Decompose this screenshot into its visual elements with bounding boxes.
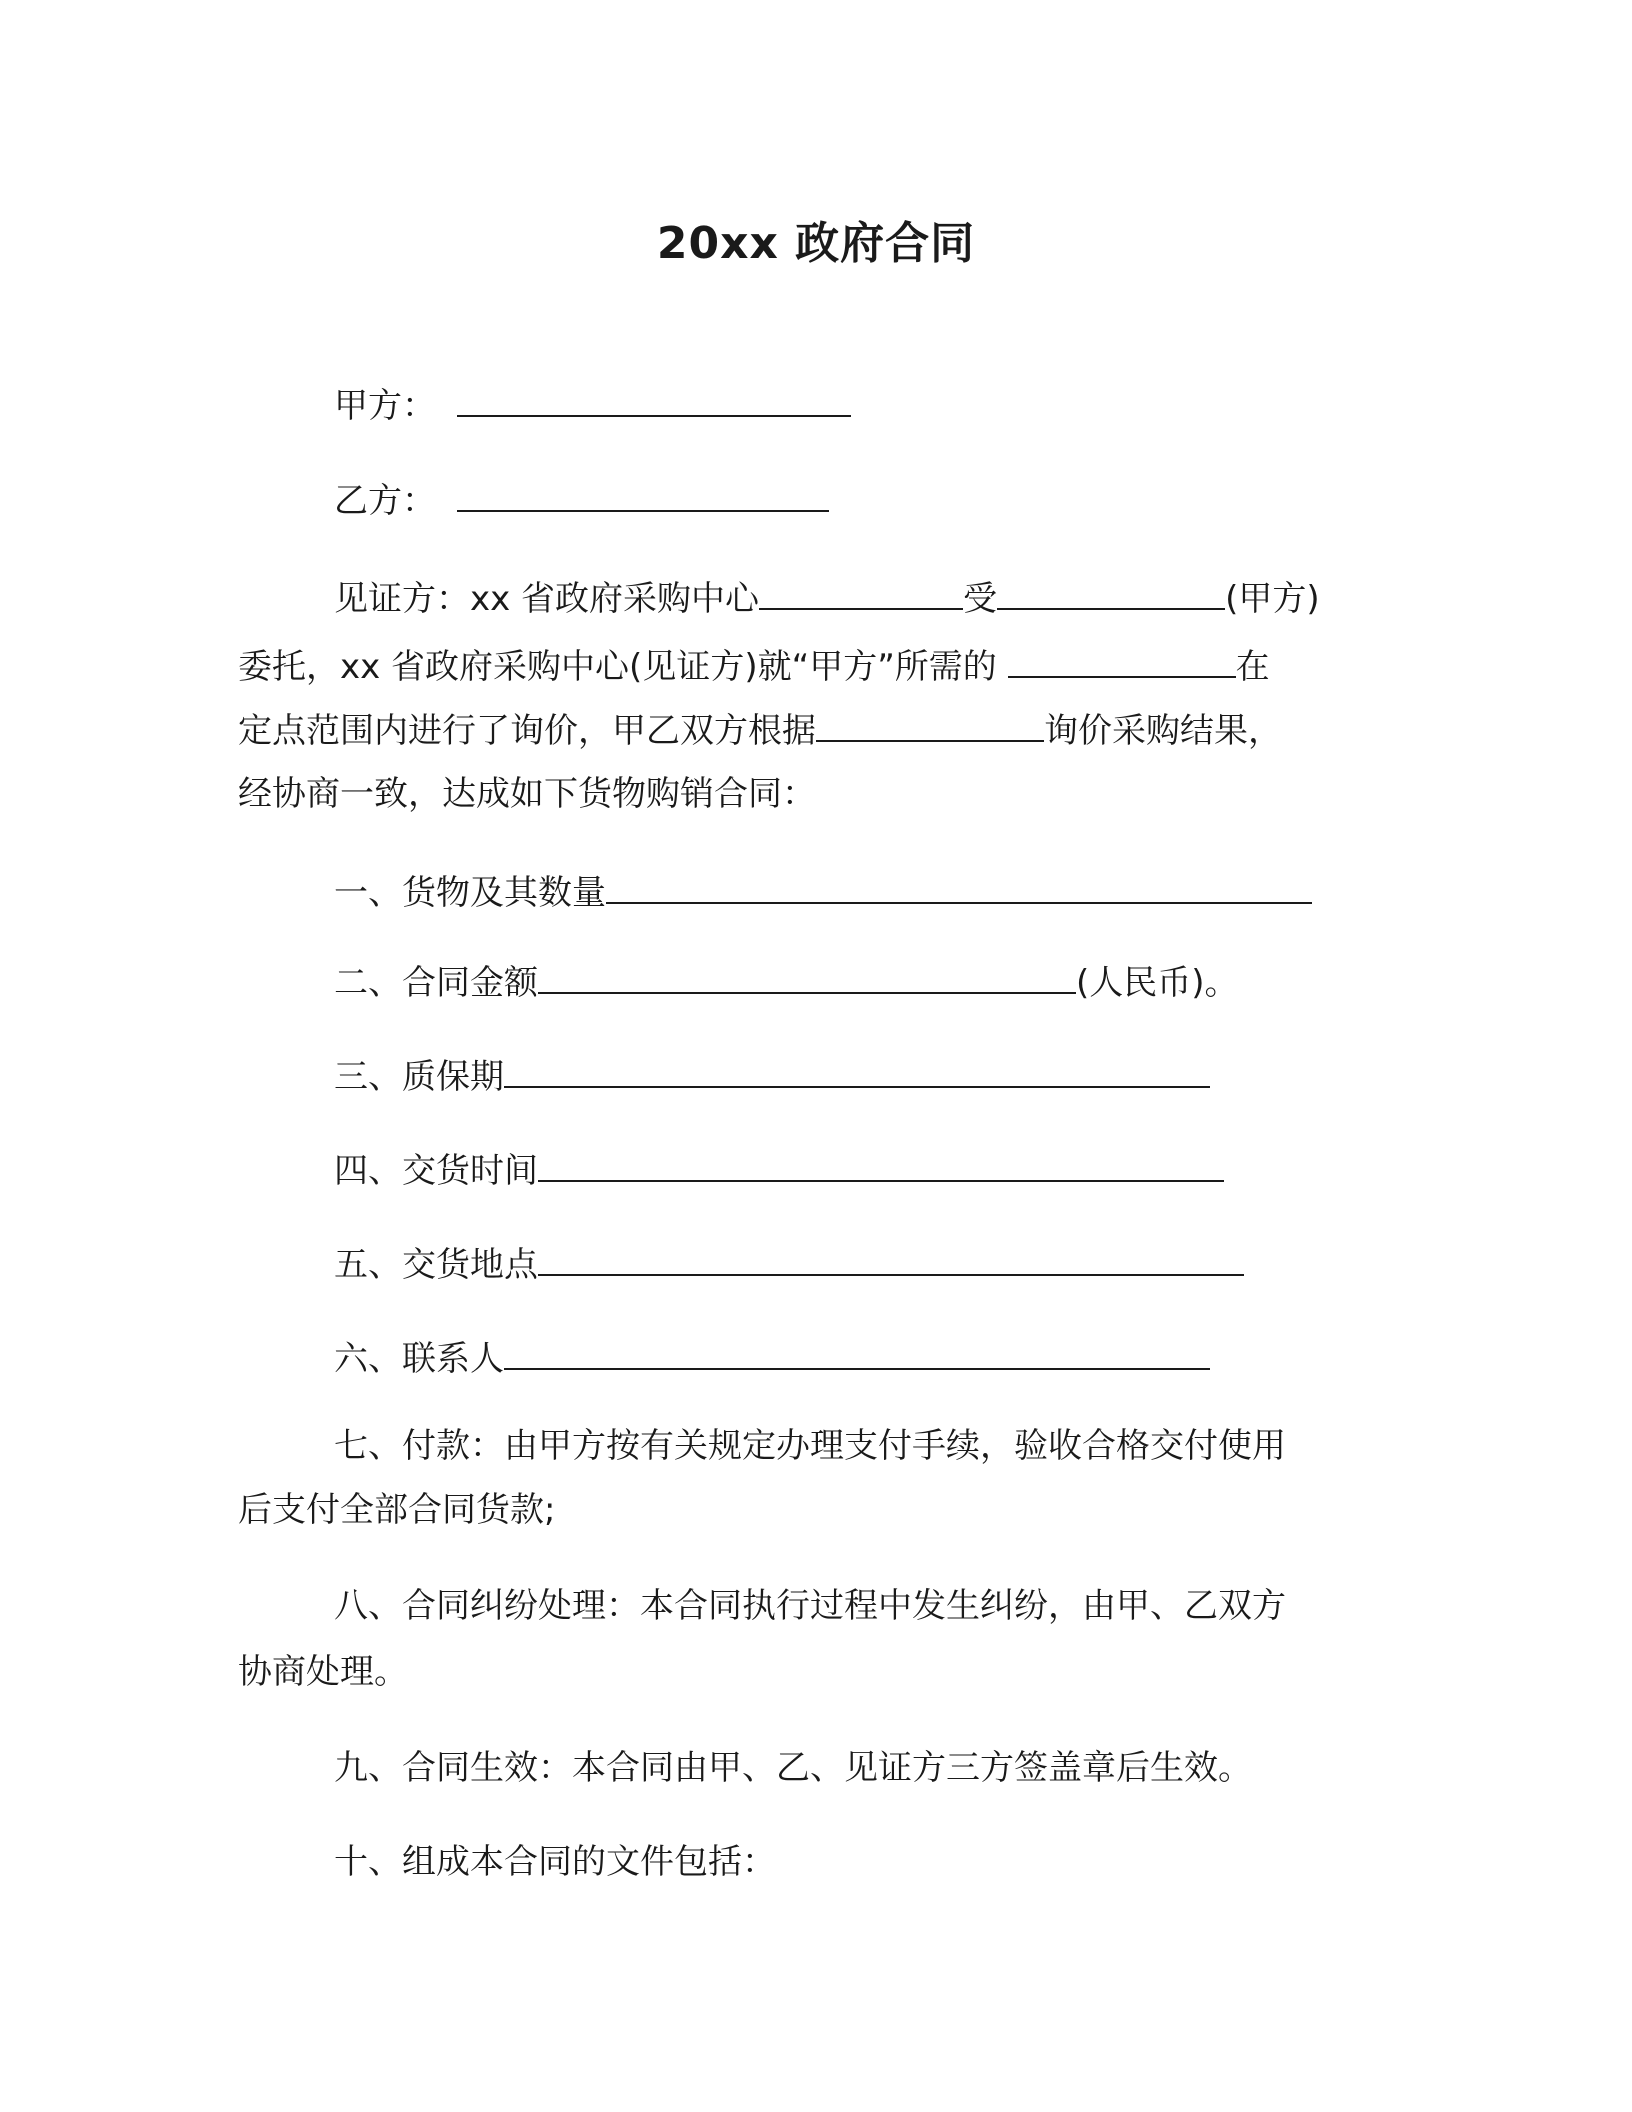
party-b-label: 乙方： (334, 481, 436, 521)
party-b-blank (457, 480, 829, 512)
clause-8-line-1 (334, 1586, 1286, 1627)
witness-line-2 (238, 646, 1270, 688)
clause-3-label: 三、质保期 (334, 1057, 504, 1097)
witness-blank-3 (1008, 646, 1236, 678)
clause-2-blank (538, 962, 1076, 994)
witness-blank-2 (997, 578, 1225, 610)
clause-8-text-1: 八、合同纠纷处理：本合同执行过程中发生纠纷，由甲、乙双方 (334, 1586, 1286, 1626)
party-a-line (334, 385, 851, 427)
clause-1-label: 一、货物及其数量 (334, 873, 606, 913)
witness-text-3b: 询价采购结果， (1044, 711, 1282, 751)
clause-10-text: 十、组成本合同的文件包括： (334, 1842, 776, 1882)
clause-5-label: 五、交货地点 (334, 1245, 538, 1285)
clause-6-label: 六、联系人 (334, 1339, 504, 1379)
witness-text-1c: (甲方) (1225, 579, 1320, 619)
clause-4-label: 四、交货时间 (334, 1151, 538, 1191)
clause-2-suffix: (人民币)。 (1076, 963, 1239, 1003)
witness-line-3 (238, 710, 1282, 752)
clause-3-blank (504, 1056, 1210, 1088)
clause-4 (334, 1150, 1224, 1192)
clause-1 (334, 872, 1312, 914)
witness-text-2a: 委托，xx 省政府采购中心(见证方)就“甲方”所需的 (238, 647, 997, 687)
party-a-blank (457, 385, 851, 417)
clause-5-blank (538, 1244, 1244, 1276)
clause-7-line-1 (334, 1426, 1286, 1467)
witness-text-4: 经协商一致，达成如下货物购销合同： (238, 774, 816, 814)
witness-blank-4 (816, 710, 1044, 742)
clause-6-blank (504, 1338, 1210, 1370)
clause-1-blank (606, 872, 1312, 904)
witness-text-3a: 定点范围内进行了询价，甲乙双方根据 (238, 711, 816, 751)
clause-2 (334, 962, 1239, 1004)
clause-6 (334, 1338, 1210, 1380)
clause-8-text-2: 协商处理。 (238, 1652, 408, 1692)
clause-7-text-2: 后支付全部合同货款; (238, 1490, 556, 1530)
witness-text-2b: 在 (1235, 647, 1270, 687)
clause-7-text-1: 七、付款：由甲方按有关规定办理支付手续，验收合格交付使用 (334, 1426, 1286, 1466)
clause-8-line-2 (238, 1652, 408, 1693)
clause-10 (334, 1842, 776, 1883)
clause-7-line-2 (238, 1490, 555, 1531)
witness-text-1b: 受 (963, 579, 998, 619)
witness-text-1a: 见证方：xx 省政府采购中心 (334, 579, 760, 619)
clause-4-blank (538, 1150, 1224, 1182)
party-a-label: 甲方： (334, 386, 436, 426)
clause-5 (334, 1244, 1244, 1286)
party-b-line (334, 480, 829, 522)
clause-9 (334, 1748, 1252, 1789)
clause-9-text: 九、合同生效：本合同由甲、乙、见证方三方签盖章后生效。 (334, 1748, 1252, 1788)
document-title: 20xx 政府合同 (656, 218, 976, 269)
clause-3 (334, 1056, 1210, 1098)
witness-line-4 (238, 774, 816, 815)
witness-blank-1 (759, 578, 963, 610)
witness-line-1 (334, 578, 1320, 620)
clause-2-label: 二、合同金额 (334, 963, 538, 1003)
